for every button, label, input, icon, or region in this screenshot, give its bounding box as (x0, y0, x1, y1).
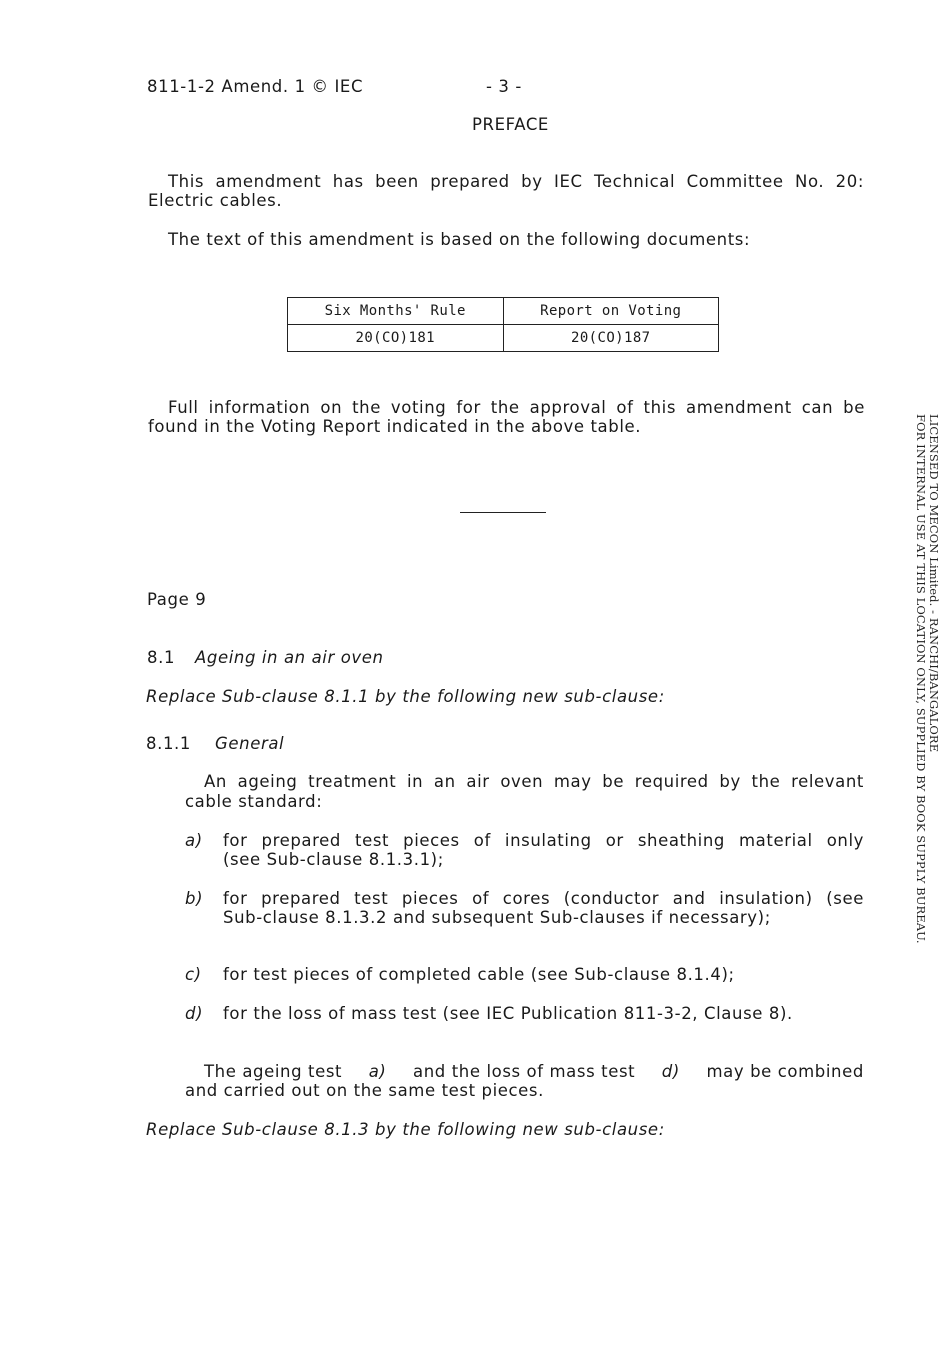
table-header-six-months-rule: Six Months' Rule (288, 298, 504, 325)
section-number: 8.1 (147, 648, 176, 667)
combined-text-start: The ageing test (204, 1062, 343, 1081)
list-item-label-b: b) (185, 889, 204, 908)
license-notice (914, 414, 940, 944)
intro-line-2: cable standard: (185, 792, 323, 811)
replace-instruction-2: Replace Sub-clause 8.1.3 by the following new sub-clause: (146, 1120, 665, 1139)
table-cell-report-on-voting: 20(CO)187 (503, 325, 719, 352)
section-divider (460, 512, 546, 513)
license-notice-line-2: FOR INTERNAL USE AT THIS LOCATION ONLY, SUPPLIED BY BOOK SUPPLY BUREAU. (914, 414, 928, 944)
table-header-report-on-voting: Report on Voting (503, 298, 719, 325)
combined-paragraph-line-1 (204, 1062, 864, 1082)
list-item-d-line-1: for the loss of mass test (see IEC Publication 811-3-2, Clause 8). (223, 1004, 793, 1023)
preface-paragraph-2: The text of this amendment is based on the following documents: (168, 230, 751, 249)
list-item-b-line-2: Sub-clause 8.1.3.2 and subsequent Sub-clauses if necessary); (223, 908, 771, 927)
document-reference: 811-1-2 Amend. 1 © IEC (147, 77, 364, 96)
preface-paragraph-1-line-2: Electric cables. (148, 191, 283, 210)
list-item-c-line-1: for test pieces of completed cable (see Sub-clause 8.1.4); (223, 965, 735, 984)
intro-line-1: An ageing treatment in an air oven may be required by the relevant (204, 772, 864, 791)
preface-paragraph-3-line-1: Full information on the voting for the approval of this amendment can be (168, 398, 865, 417)
preface-paragraph-3-line-2: found in the Voting Report indicated in the above table. (148, 417, 642, 436)
page-reference: Page 9 (147, 590, 207, 609)
subsection-number: 8.1.1 (146, 734, 191, 753)
list-item-label-c: c) (185, 965, 202, 984)
combined-paragraph-line-2: and carried out on the same test pieces. (185, 1081, 544, 1100)
replace-instruction-1: Replace Sub-clause 8.1.1 by the following new sub-clause: (146, 687, 665, 706)
section-title: Ageing in an air oven (195, 648, 384, 667)
license-notice-line-1: LICENSED TO MECON Limited. - RANCHI/BANGALORE (927, 414, 941, 753)
page-number: - 3 - (486, 77, 522, 96)
subsection-title: General (215, 734, 285, 753)
table-header-row (288, 298, 719, 325)
combined-ref-a: a) (368, 1062, 387, 1081)
preface-paragraph-1-line-1: This amendment has been prepared by IEC Technical Committee No. 20: (168, 172, 864, 191)
combined-text-middle: and the loss of mass test (413, 1062, 636, 1081)
combined-ref-d: d) (661, 1062, 680, 1081)
list-item-label-d: d) (185, 1004, 204, 1023)
combined-text-end: may be combined (706, 1062, 864, 1081)
list-item-a-line-2: (see Sub-clause 8.1.3.1); (223, 850, 444, 869)
table-row (288, 325, 719, 352)
table-cell-six-months-rule: 20(CO)181 (288, 325, 504, 352)
preface-title: PREFACE (472, 115, 549, 134)
list-item-label-a: a) (185, 831, 203, 850)
documents-table (287, 297, 719, 352)
list-item-b-line-1: for prepared test pieces of cores (conductor and insulation) (see (223, 889, 864, 908)
list-item-a-line-1: for prepared test pieces of insulating or sheathing material only (223, 831, 864, 850)
